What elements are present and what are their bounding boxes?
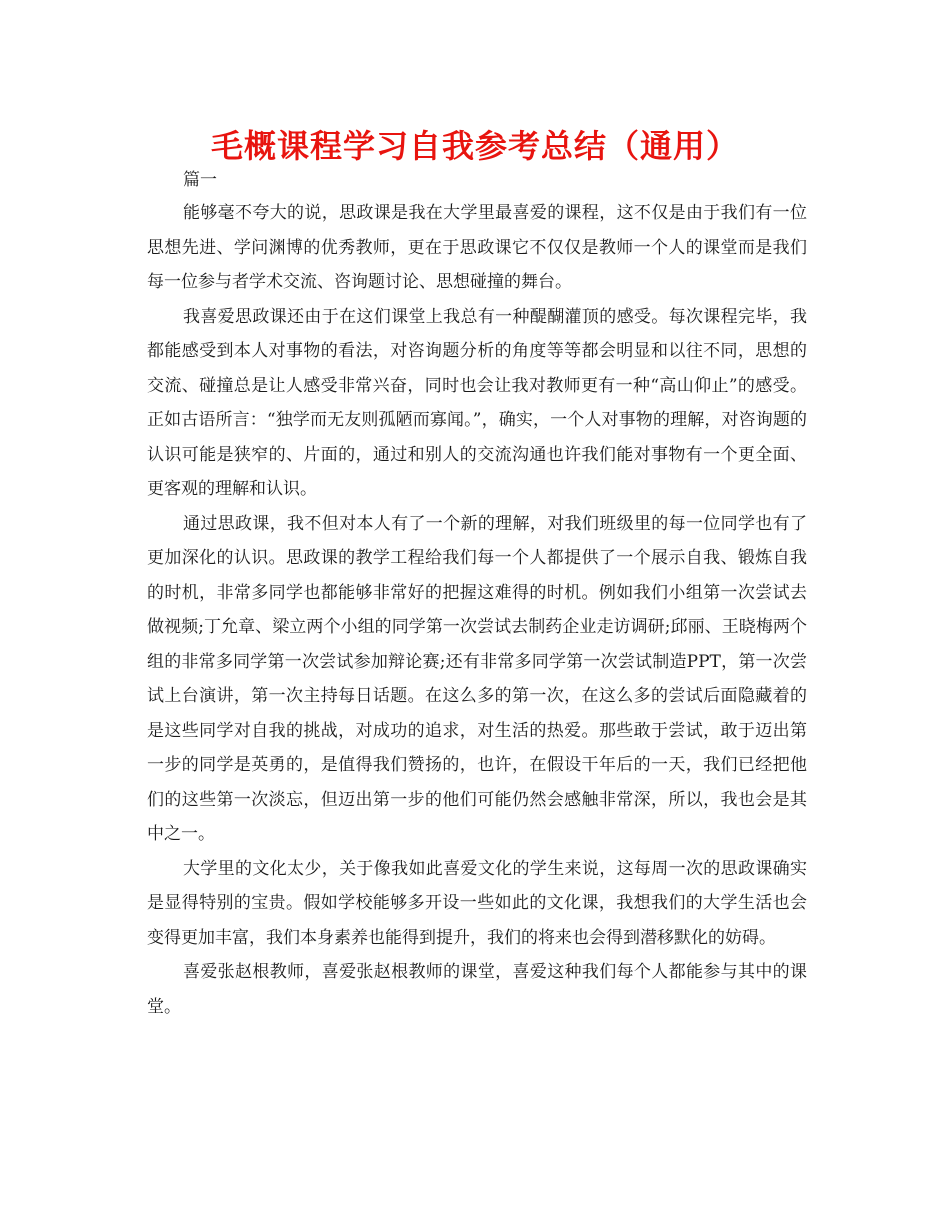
paragraph-4: 大学里的文化太少，关于像我如此喜爱文化的学生来说，这每周一次的思政课确实是显得特别的宝贵。假如学校能够多开设一些如此的文化课，我想我们的大学生活也会变得更加丰富，我们本身素养也能得到提升，我们的将来也会得到潜移默化的妨碍。 — [147, 858, 807, 948]
section-label: 篇一 — [183, 170, 217, 190]
paragraph-5: 喜爱张赵根教师，喜爱张赵根教师的课堂，喜爱这种我们每个人都能参与其中的课堂。 — [147, 962, 807, 1017]
paragraph-3: 通过思政课，我不但对本人有了一个新的理解，对我们班级里的每一位同学也有了更加深化的认识。思政课的教学工程给我们每一个人都提供了一个展示自我、锻炼自我的时机，非常多同学也都能够非常好的把握这难得的时机。例如我们小组第一次尝试去做视频;丁允章、梁立两个小组的同学第一次尝试去制药企业走访调研;邱丽、王晓梅两个组的非常多同学第一次尝试参加辩论赛;还有非常多同学第一次尝试制造PPT，第一次尝试上台演讲，第一次主持每日话题。在这么多的第一次，在这么多的尝试后面隐藏着的是这些同学对自我的挑战，对成功的追求，对生活的热爱。那些敢于尝试，敢于迈出第一步的同学是英勇的，是值得我们赞扬的，也许，在假设干年后的一天，我们已经把他们的这些第一次淡忘，但迈出第一步的他们可能仍然会感触非常深，所以，我也会是其中之一。 — [147, 513, 807, 844]
paragraph-1: 能够毫不夸大的说，思政课是我在大学里最喜爱的课程，这不仅是由于我们有一位思想先进、学问渊博的优秀教师，更在于思政课它不仅仅是教师一个人的课堂而是我们每一位参与者学术交流、咨询题讨论、思想碰撞的舞台。 — [147, 203, 807, 292]
document-title: 毛概课程学习自我参考总结（通用） — [210, 127, 739, 165]
document-body — [147, 196, 807, 1024]
paragraph-2: 我喜爱思政课还由于在这们课堂上我总有一种醍醐灌顶的感受。每次课程完毕，我都能感受到本人对事物的看法，对咨询题分析的角度等等都会明显和以往不同，思想的交流、碰撞总是让人感受非常兴奋，同时也会让我对教师更有一种“高山仰止”的感受。正如古语所言：“独学而无友则孤陋而寡闻。”，确实，一个人对事物的理解，对咨询题的认识可能是狭窄的、片面的，通过和别人的交流沟通也许我们能对事物有一个更全面、更客观的理解和认识。 — [147, 306, 807, 499]
